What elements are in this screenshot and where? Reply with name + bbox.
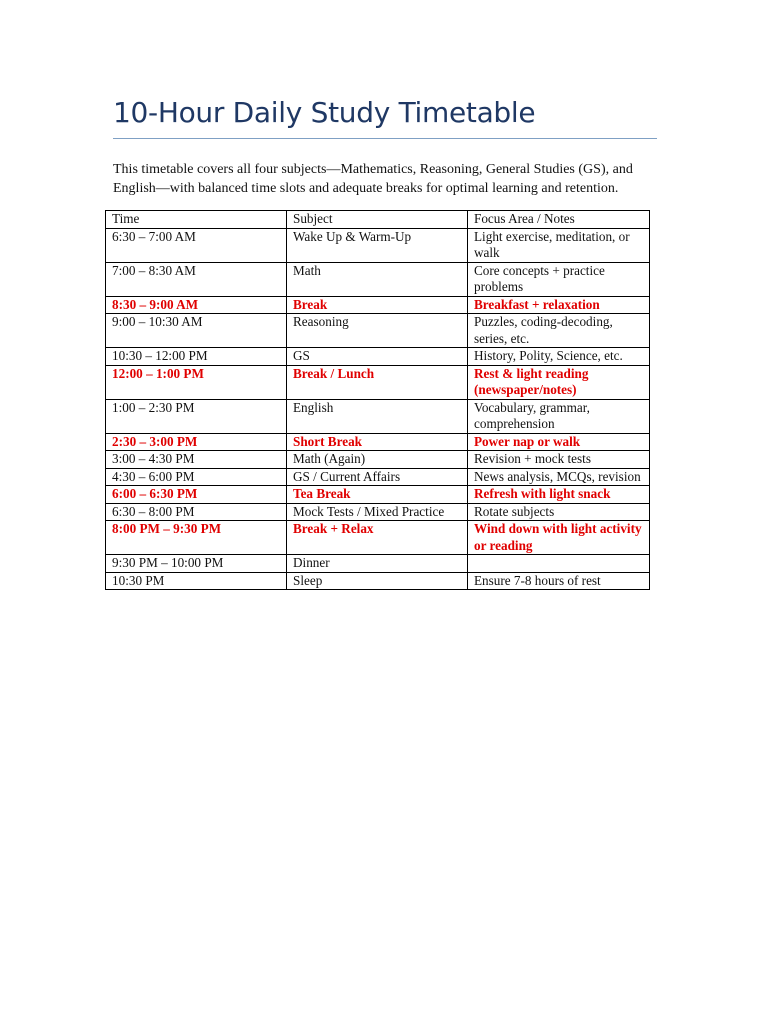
cell-notes: Vocabulary, grammar, comprehension [468, 399, 650, 433]
cell-subject: Break / Lunch [287, 365, 468, 399]
cell-subject: Tea Break [287, 486, 468, 504]
cell-time: 12:00 – 1:00 PM [106, 365, 287, 399]
table-row [106, 468, 650, 486]
cell-time: 9:30 PM – 10:00 PM [106, 555, 287, 573]
table-row [106, 228, 650, 262]
cell-time: 8:00 PM – 9:30 PM [106, 521, 287, 555]
cell-subject: English [287, 399, 468, 433]
cell-subject: Math [287, 262, 468, 296]
cell-subject: Reasoning [287, 314, 468, 348]
table-row [106, 451, 650, 469]
cell-notes: Rotate subjects [468, 503, 650, 521]
cell-subject: Short Break [287, 433, 468, 451]
cell-notes: Power nap or walk [468, 433, 650, 451]
cell-notes: Rest & light reading (newspaper/notes) [468, 365, 650, 399]
timetable-body [106, 211, 650, 590]
intro-paragraph: This timetable covers all four subjects—Mathematics, Reasoning, General Studies (GS), and English—with balanced time slots and adequate breaks for optimal learning and retention. [113, 162, 633, 196]
table-row [106, 486, 650, 504]
cell-notes: Revision + mock tests [468, 451, 650, 469]
table-row [106, 399, 650, 433]
timetable [105, 210, 650, 590]
cell-notes: Breakfast + relaxation [468, 296, 650, 314]
table-row [106, 262, 650, 296]
cell-notes: Puzzles, coding-decoding, series, etc. [468, 314, 650, 348]
cell-subject: Break [287, 296, 468, 314]
cell-time: 10:30 – 12:00 PM [106, 348, 287, 366]
table-row [106, 555, 650, 573]
cell-subject: Dinner [287, 555, 468, 573]
header-notes: Focus Area / Notes [468, 211, 650, 229]
cell-time: 1:00 – 2:30 PM [106, 399, 287, 433]
cell-time: 10:30 PM [106, 572, 287, 590]
cell-notes: History, Polity, Science, etc. [468, 348, 650, 366]
cell-notes: Ensure 7-8 hours of rest [468, 572, 650, 590]
cell-notes: Wind down with light activity or reading [468, 521, 650, 555]
table-header-row [106, 211, 650, 229]
table-row [106, 365, 650, 399]
cell-subject: Wake Up & Warm-Up [287, 228, 468, 262]
cell-time: 2:30 – 3:00 PM [106, 433, 287, 451]
cell-notes: News analysis, MCQs, revision [468, 468, 650, 486]
table-row [106, 296, 650, 314]
cell-time: 7:00 – 8:30 AM [106, 262, 287, 296]
cell-notes: Core concepts + practice problems [468, 262, 650, 296]
header-time: Time [106, 211, 287, 229]
table-row [106, 521, 650, 555]
table-row [106, 433, 650, 451]
cell-time: 6:00 – 6:30 PM [106, 486, 287, 504]
cell-subject: Mock Tests / Mixed Practice [287, 503, 468, 521]
cell-time: 9:00 – 10:30 AM [106, 314, 287, 348]
table-row [106, 572, 650, 590]
cell-notes [468, 555, 650, 573]
cell-notes: Light exercise, meditation, or walk [468, 228, 650, 262]
page-title: 10-Hour Daily Study Timetable [113, 96, 536, 129]
cell-time: 8:30 – 9:00 AM [106, 296, 287, 314]
table-row [106, 314, 650, 348]
table-row [106, 503, 650, 521]
title-divider [113, 138, 657, 139]
cell-time: 6:30 – 7:00 AM [106, 228, 287, 262]
cell-subject: GS [287, 348, 468, 366]
cell-time: 6:30 – 8:00 PM [106, 503, 287, 521]
header-subject: Subject [287, 211, 468, 229]
cell-time: 4:30 – 6:00 PM [106, 468, 287, 486]
cell-subject: Sleep [287, 572, 468, 590]
cell-subject: Break + Relax [287, 521, 468, 555]
cell-notes: Refresh with light snack [468, 486, 650, 504]
cell-subject: Math (Again) [287, 451, 468, 469]
table-row [106, 348, 650, 366]
cell-subject: GS / Current Affairs [287, 468, 468, 486]
cell-time: 3:00 – 4:30 PM [106, 451, 287, 469]
